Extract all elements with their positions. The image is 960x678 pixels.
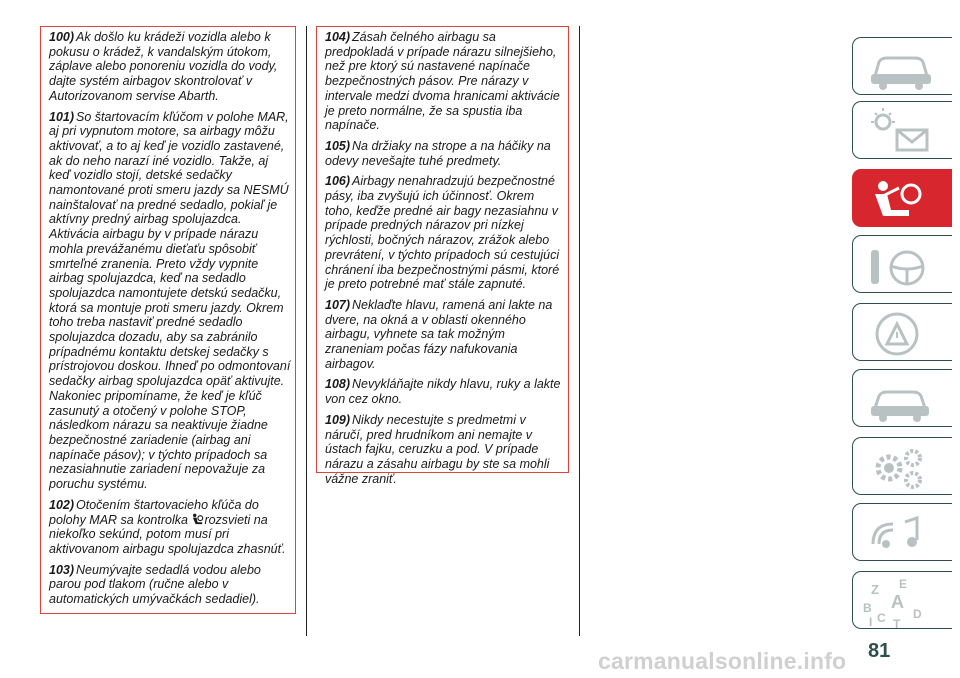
tab-warning-lights[interactable] (852, 101, 952, 159)
warning-108: 108) Nevykláňajte nikdy hlavu, ruky a lakte von cez okno. (325, 377, 561, 407)
car-icon (853, 38, 953, 96)
warning-104: 104) Zásah čelného airbagu sa predpokladá v prípade nárazu silnejšieho, než pre ktorý sú nastavené napínače bezpečnostných pásov. Pre nárazy v intervale medzi dvoma hranicami aktivácie je preto normálne, že sa spustia iba napínače. (325, 30, 560, 133)
warning-105: 105) Na držiaky na strope a na háčiky na odevy nevešajte tuhé predmety. (325, 138, 551, 168)
tab-maintenance[interactable] (852, 369, 952, 427)
tab-technical-data[interactable] (852, 437, 952, 495)
tab-car[interactable] (852, 37, 952, 95)
airbag-warning-light-icon (191, 513, 204, 526)
key-steering-wheel-icon (853, 236, 953, 294)
warning-101: 101) So štartovacím kľúčom v polohe MAR, aj pri vypnutom motore, sa airbagy môžu aktivovať, a to aj keď je vozidlo zastavené, ak do neho narazí iné vozidlo. Takže, aj keď vozidlo stojí, detské sedačky namontované proti smeru jazdy sa NESMÚ nainštalovať na predné sedadlo, pokiaľ je aktívny predný airbag spolujazdca. Aktivácia airbagu by v prípade nárazu mohla prevážanému dieťaťu spôsobiť smrteľné zranenia. Preto vždy vypnite airbag spolujazdca, keď na sedadlo spolujazdca namontujete detskú sedačku, ktorá sa montuje proti smeru jazdy. Okrem toho treba nastaviť predné sedadlo spolujazdca dozadu, aby sa zabránilo prípadnému kontaktu detskej sedačky s prístrojovou doskou. Ihneď po odmontovaní sedačky airbag spolujazdca opäť aktivujte. Nakoniec pripomíname, že keď je kľúč zasunutý a otočený v polohe STOP, následkom nárazu sa neaktivuje žiadne bezpečnostné zariadenie (airbag ani napínače pásov); v týchto prípadoch sa nezasiahnutie zariadení nepovažuje za poruchu systému. (49, 109, 291, 492)
index-letter: Z (871, 582, 879, 597)
index-letter: B (863, 601, 872, 615)
tab-multimedia[interactable] (852, 503, 952, 561)
gears-icon (853, 438, 953, 496)
warning-109: 109) Nikdy necestujte s predmetmi v náručí, pred hrudníkom ani nemajte v ústach fajku, ceruzku a pod. V prípade nárazu a zásahu airbagu by ste sa mohli vážne zraniť. (325, 412, 550, 486)
index-letter: A (891, 592, 904, 612)
tab-index[interactable] (852, 571, 952, 629)
warning-107: 107) Neklaďte hlavu, ramená ani lakte na dvere, na okná a v oblasti okenného airbagu, vyhnete sa tak možným zraneniam počas fázy nafukovania airbagov. (325, 297, 553, 371)
tab-emergency[interactable] (852, 303, 952, 361)
watermark: carmanualsonline.info (598, 648, 847, 674)
warning-103: 103) Neumývajte sedadlá vodou alebo parou pod tlakom (ručne alebo v automatických umývačkách sedadiel). (49, 562, 261, 607)
page-number: 81 (868, 640, 891, 662)
tab-starting-driving[interactable] (852, 235, 952, 293)
warning-100: 100) Ak došlo ku krádeži vozidla alebo k pokusu o krádež, k vandalským útokom, záplave alebo ponoreniu vozidla do vody, dajte systém airbagov skontrolovať v Autorizovanom servise Abarth. (49, 30, 278, 103)
index-letter: T (893, 617, 901, 630)
warnings-box-left (40, 26, 296, 614)
index-letter: E (899, 577, 908, 591)
index-letter: C (877, 611, 886, 625)
multimedia-icon (853, 504, 953, 562)
column-divider-left (306, 26, 307, 636)
column-divider-right (579, 26, 580, 636)
tab-safety[interactable] (852, 169, 952, 227)
warnings-box-right (316, 26, 569, 486)
airbag-seat-icon (853, 170, 953, 228)
index-letters-icon (853, 572, 953, 630)
index-letter: D (913, 607, 922, 621)
emergency-triangle-car-icon (853, 304, 953, 362)
index-letter: I (869, 615, 873, 629)
warning-106: 106) Airbagy nenahradzujú bezpečnostné pásy, iba zvyšujú ich účinnosť. Okrem toho, keďže predné air bagy nezasiahnu v prípade predných nárazov pri nízkej rýchlosti, bočných nárazov, zrážok alebo prevrátení, v týchto prípadoch sú cestujúci chránení iba bezpečnostnými pásmi, ktoré je preto potrebné mať stále zapnuté. (325, 174, 560, 292)
service-car-icon (853, 370, 953, 428)
warning-lights-icon (853, 102, 953, 160)
warning-102: 102) Otočením štartovacieho kľúča do polohy MAR sa kontrolka rozsvieti na niekoľko sekúnd, potom musí pri aktivovanom airbagu spolujazdca zhasnúť. (49, 497, 286, 556)
